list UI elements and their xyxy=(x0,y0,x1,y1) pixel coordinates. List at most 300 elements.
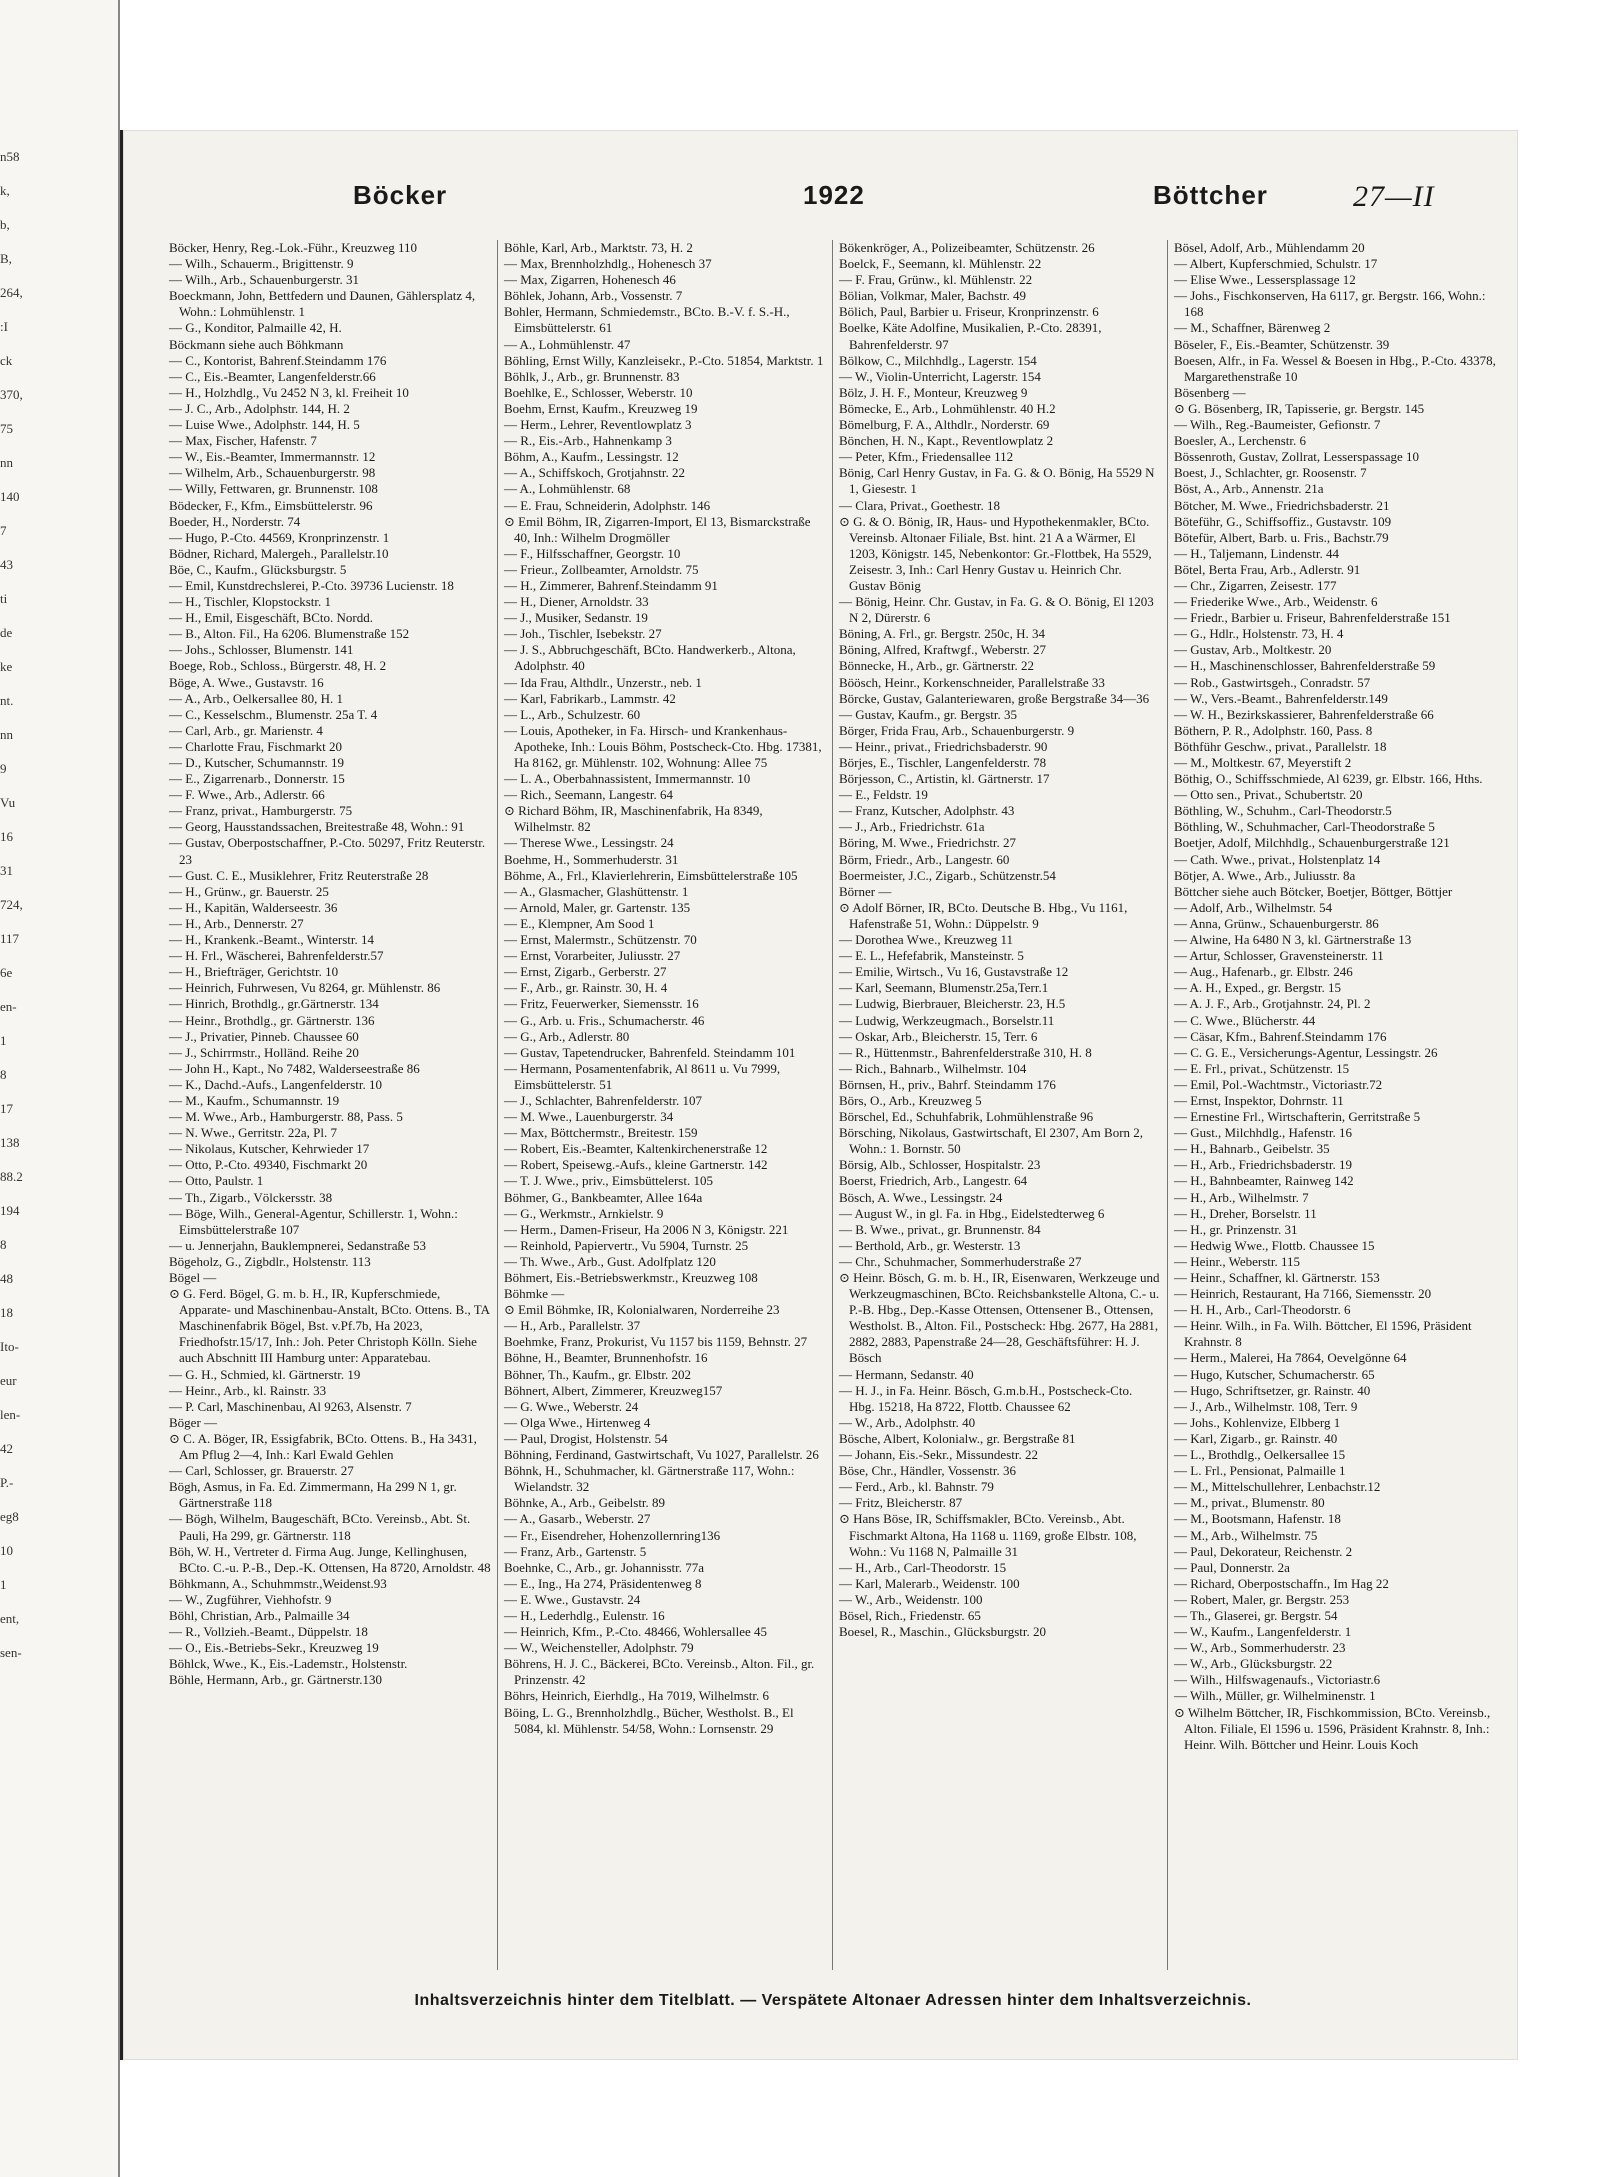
directory-entry: — Hermann, Posamentenfabrik, Al 8611 u. Vu 7999, Eimsbüttelerstr. 51 xyxy=(504,1060,781,1092)
directory-entry: Böring, M. Wwe., Friedrichstr. 27 xyxy=(839,835,1017,851)
directory-entry: — Heinr., Schaffner, kl. Gärtnerstr. 153 xyxy=(1174,1270,1380,1285)
directory-entry: — John H., Kapt., No 7482, Walderseestraße 86 xyxy=(169,1060,420,1076)
directory-page xyxy=(120,130,1518,2060)
directory-entry: — C., Kesselschm., Blumenstr. 25a T. 4 xyxy=(169,706,378,722)
directory-entry: — Charlotte Frau, Fischmarkt 20 xyxy=(169,738,342,754)
directory-entry: — F. Wwe., Arb., Adlerstr. 66 xyxy=(169,787,325,803)
directory-entry: — H., Kapitän, Walderseestr. 36 xyxy=(169,899,338,915)
directory-entry: — Wilh., Reg.-Baumeister, Gefionstr. 7 xyxy=(1174,417,1381,433)
column-2 xyxy=(498,240,833,1970)
directory-entry: Böhrs, Heinrich, Eierhdlg., Ha 7019, Wilhelmstr. 6 xyxy=(504,1688,769,1704)
directory-entry: — M. Wwe., Lauenburgerstr. 34 xyxy=(504,1109,674,1125)
directory-entry: — H., Bahnarb., Geibelstr. 35 xyxy=(1174,1141,1330,1157)
directory-entry: Boesel, R., Maschin., Glücksburgstr. 20 xyxy=(839,1624,1047,1640)
directory-entry: — H., Taljemann, Lindenstr. 44 xyxy=(1174,545,1339,561)
margin-fragment: B, xyxy=(0,251,12,266)
directory-entry: Böttcher siehe auch Bötcker, Boetjer, Böttger, Böttjer xyxy=(1174,883,1453,899)
directory-entry: — Aug., Hafenarb., gr. Elbstr. 246 xyxy=(1174,964,1353,980)
directory-entry: — H., Maschinenschlosser, Bahrenfelderstraße 59 xyxy=(1174,658,1436,674)
directory-entry: Böthig, O., Schiffsschmiede, Al 6239, gr. Elbstr. 166, Hths. xyxy=(1174,771,1483,787)
directory-entry: — M., Kaufm., Schumannstr. 19 xyxy=(169,1092,340,1108)
left-margin-fragments xyxy=(0,140,40,1670)
directory-entry: — Alwine, Ha 6480 N 3, kl. Gärtnerstraße 13 xyxy=(1174,932,1412,948)
directory-entry: — H. J., in Fa. Heinr. Bösch, G.m.b.H., Postscheck-Cto. Hbg. 15218, Ha 8722, Flottb. Chaussee 62 xyxy=(839,1382,1133,1414)
directory-entry: Böseler, F., Eis.-Beamter, Schützenstr. 39 xyxy=(1174,336,1390,352)
directory-entry: — Rich., Bahnarb., Wilhelmstr. 104 xyxy=(839,1060,1027,1076)
directory-entry: — B., Alton. Fil., Ha 6206. Blumenstraße 152 xyxy=(169,626,410,642)
directory-entry: — Karl, Seemann, Blumenstr.25a,Terr.1 xyxy=(839,980,1049,996)
directory-entry: Böhnk, H., Schuhmacher, kl. Gärtnerstraße 117, Wohn.: Wielandstr. 32 xyxy=(504,1463,795,1495)
directory-entry: Böhne, H., Beamter, Brunnenhofstr. 16 xyxy=(504,1350,708,1366)
directory-entry: Börm, Friedr., Arb., Langestr. 60 xyxy=(839,851,1010,867)
directory-entry: Bötjer, A. Wwe., Arb., Juliusstr. 8a xyxy=(1174,867,1356,883)
directory-entry: — A., Arb., Oelkersallee 80, H. 1 xyxy=(169,690,344,706)
directory-entry: Börner — xyxy=(839,883,892,899)
directory-entry: ⊙ Hans Böse, IR, Schiffsmakler, BCto. Vereinsb., Abt. Fischmarkt Altona, Ha 1168 u. 1169, große Elbstr. 108, Wohn.: Vu 1168 N, Palmaille 31 xyxy=(839,1511,1137,1559)
margin-fragment: eur xyxy=(0,1373,17,1388)
margin-fragment: 140 xyxy=(0,489,20,504)
directory-entry: Böteführ, G., Schiffsoffiz., Gustavstr. 109 xyxy=(1174,513,1392,529)
margin-fragment: 17 xyxy=(0,1101,13,1116)
directory-entry: — Herm., Damen-Friseur, Ha 2006 N 3, Königstr. 221 xyxy=(504,1221,789,1237)
directory-entry: — Fr., Eisendreher, Hohenzollernring136 xyxy=(504,1527,721,1543)
header-last-entry: Böttcher xyxy=(1153,180,1268,210)
directory-entry: Böhle, Karl, Arb., Marktstr. 73, H. 2 xyxy=(504,240,693,255)
directory-entry: Boehlke, E., Schlosser, Weberstr. 10 xyxy=(504,384,693,400)
directory-entry: Boeder, H., Norderstr. 74 xyxy=(169,513,301,529)
directory-entry: — M., privat., Blumenstr. 80 xyxy=(1174,1495,1325,1511)
directory-entry: Boelke, Käte Adolfine, Musikalien, P.-Cto. 28391, Bahrenfelderstr. 97 xyxy=(839,320,1102,352)
directory-entry: — Cäsar, Kfm., Bahrenf.Steindamm 176 xyxy=(1174,1028,1387,1044)
directory-entry: Bölkow, C., Milchhdlg., Lagerstr. 154 xyxy=(839,352,1037,368)
directory-entry: — Emil, Pol.-Wachtmstr., Victoriastr.72 xyxy=(1174,1076,1383,1092)
page-footer-note: Inhaltsverzeichnis hinter dem Titelblatt. — Verspätete Altonaer Adressen hinter dem Inhaltsverzeichnis. xyxy=(414,1992,1252,2009)
directory-entry: — Heinr., Weberstr. 115 xyxy=(1174,1253,1301,1269)
directory-entry: — H., Briefträger, Gerichtstr. 10 xyxy=(169,964,339,980)
directory-entry: — H., Emil, Eisgeschäft, BCto. Nordd. xyxy=(169,610,374,626)
directory-entry: — Karl, Fabrikarb., Lammstr. 42 xyxy=(504,690,676,706)
directory-entry: Bösel, Rich., Friedenstr. 65 xyxy=(839,1607,981,1623)
directory-entry: Bösenberg — xyxy=(1174,384,1246,400)
directory-entry: — L. Frl., Pensionat, Palmaille 1 xyxy=(1174,1463,1346,1479)
directory-entry: Böthern, P. R., Adolphstr. 160, Pass. 8 xyxy=(1174,722,1373,738)
margin-fragment: 48 xyxy=(0,1271,13,1286)
directory-entry: Bögel — xyxy=(169,1270,217,1285)
directory-entry: Bösel, Adolf, Arb., Mühlendamm 20 xyxy=(1174,240,1365,255)
directory-entry: — Ernst, Vorarbeiter, Juliusstr. 27 xyxy=(504,948,681,964)
directory-entry: Bölich, Paul, Barbier u. Friseur, Kronprinzenstr. 6 xyxy=(839,304,1099,320)
directory-entry: Börsig, Alb., Schlosser, Hospitalstr. 23 xyxy=(839,1157,1041,1173)
directory-entry: — A. H., Exped., gr. Bergstr. 15 xyxy=(1174,980,1341,996)
directory-entry: — Clara, Privat., Goethestr. 18 xyxy=(839,497,1001,513)
directory-entry: Bölz, J. H. F., Monteur, Kreuzweg 9 xyxy=(839,384,1028,400)
directory-entry: — Frieur., Zollbeamter, Arnoldstr. 75 xyxy=(504,561,699,577)
directory-entry: — J. C., Arb., Adolphstr. 144, H. 2 xyxy=(169,400,350,416)
directory-entry: — F., Hilfsschaffner, Georgstr. 10 xyxy=(504,545,681,561)
directory-entry: — Paul, Dekorateur, Reichenstr. 2 xyxy=(1174,1543,1353,1559)
margin-fragment: Ito- xyxy=(0,1339,19,1354)
directory-entry: Boege, Rob., Schloss., Bürgerstr. 48, H. 2 xyxy=(169,658,387,674)
directory-entry: — M., Mittelschullehrer, Lenbachstr.12 xyxy=(1174,1479,1381,1495)
directory-entry: Böst, A., Arb., Annenstr. 21a xyxy=(1174,481,1324,497)
directory-entry: — Otto sen., Privat., Schubertstr. 20 xyxy=(1174,787,1363,803)
directory-entry: Börnsen, H., priv., Bahrf. Steindamm 176 xyxy=(839,1076,1056,1092)
directory-entry: — H., gr. Prinzenstr. 31 xyxy=(1174,1221,1298,1237)
directory-entry: — B. Wwe., privat., gr. Brunnenstr. 84 xyxy=(839,1221,1041,1237)
directory-entry: — H., Zimmerer, Bahrenf.Steindamm 91 xyxy=(504,577,718,593)
directory-entry: — A., Lohmühlenstr. 68 xyxy=(504,481,631,497)
margin-fragment: 18 xyxy=(0,1305,13,1320)
directory-entry: Böhlk, J., Arb., gr. Brunnenstr. 83 xyxy=(504,368,680,384)
directory-entry: — Th. Wwe., Arb., Gust. Adolfplatz 120 xyxy=(504,1253,716,1269)
directory-entry: ⊙ Richard Böhm, IR, Maschinenfabrik, Ha 8349, Wilhelmstr. 82 xyxy=(504,803,763,835)
directory-entry: Bögh, Asmus, in Fa. Ed. Zimmermann, Ha 299 N 1, gr. Gärtnerstraße 118 xyxy=(169,1479,457,1511)
directory-entry: — Johann, Eis.-Sekr., Missundestr. 22 xyxy=(839,1447,1038,1463)
margin-fragment: :I xyxy=(0,319,8,334)
directory-entry: Böge, A. Wwe., Gustavstr. 16 xyxy=(169,674,324,690)
directory-entry: — Richard, Oberpostschaffn., Im Hag 22 xyxy=(1174,1575,1389,1591)
directory-entry: Boesen, Alfr., in Fa. Wessel & Boesen in Hbg., P.-Cto. 43378, Margarethenstraße 10 xyxy=(1174,352,1496,384)
directory-entry: — Hugo, Kutscher, Schumacherstr. 65 xyxy=(1174,1366,1375,1382)
directory-entry: — Arnold, Maler, gr. Gartenstr. 135 xyxy=(504,899,691,915)
directory-entry: Böthführ Geschw., privat., Parallelstr. 18 xyxy=(1174,738,1387,754)
directory-entry: — G., Arb. u. Fris., Schumacherstr. 46 xyxy=(504,1012,705,1028)
directory-entry: Boehme, H., Sommerhuderstr. 31 xyxy=(504,851,679,867)
directory-entry: — Gustav, Kaufm., gr. Bergstr. 35 xyxy=(839,706,1018,722)
directory-entry: — J., Schlachter, Bahrenfelderstr. 107 xyxy=(504,1092,703,1108)
directory-entry: — K., Dachd.-Aufs., Langenfelderstr. 10 xyxy=(169,1076,382,1092)
directory-entry: — u. Jennerjahn, Bauklempnerei, Sedanstraße 53 xyxy=(169,1237,427,1253)
margin-fragment: 16 xyxy=(0,829,13,844)
directory-entry: — Max, Böttchermstr., Breitestr. 159 xyxy=(504,1125,698,1141)
directory-entry: — Emil, Kunstdrechslerei, P.-Cto. 39736 Lucienstr. 18 xyxy=(169,577,454,593)
directory-entry: — Robert, Eis.-Beamter, Kaltenkirchenerstraße 12 xyxy=(504,1141,768,1157)
directory-entry: — J. S., Abbruchgeschäft, BCto. Handwerkerb., Altona, Adolphstr. 40 xyxy=(504,642,796,674)
margin-fragment: 42 xyxy=(0,1441,13,1456)
directory-entry: — H. Frl., Wäscherei, Bahrenfelderstr.57 xyxy=(169,948,384,964)
directory-entry: Böthling, W., Schuhm., Carl-Theodorstr.5 xyxy=(1174,803,1392,819)
directory-entry: Bötefür, Albert, Barb. u. Fris., Bachstr.79 xyxy=(1174,529,1389,545)
directory-entry: Boesler, A., Lerchenstr. 6 xyxy=(1174,433,1306,449)
margin-fragment: 194 xyxy=(0,1203,20,1218)
directory-entry: — H., Arb., Wilhelmstr. 7 xyxy=(1174,1189,1309,1205)
directory-entry: — M., Bootsmann, Hafenstr. 18 xyxy=(1174,1511,1341,1527)
directory-entry: Bögeholz, G., Zigbdlr., Holstenstr. 113 xyxy=(169,1253,371,1269)
directory-entry: ⊙ Wilhelm Böttcher, IR, Fischkommission, BCto. Vereinsb., Alton. Filiale, El 1596 u. 1596, Präsident Krahnstr. 8, Inh.: Heinr. Wilh. Böttcher und Heinr. Louis Koch xyxy=(1174,1704,1491,1752)
directory-entry: — F., Arb., gr. Rainstr. 30, H. 4 xyxy=(504,980,668,996)
margin-fragment: 1 xyxy=(0,1033,7,1048)
directory-entry: ⊙ G. Ferd. Bögel, G. m. b. H., IR, Kupferschmiede, Apparate- und Maschinenbau-Anstalt, BCto. Ottens. B., TA Maschinenfabrik Bögel, Bst. v.Pf.7b, Ha 2023, Friedhofstr.15/17, Inh.: Joh. Peter Christoph Kölln. Siehe auch Abschnitt III Hamburg unter: Apparatebau. xyxy=(169,1286,490,1366)
margin-fragment: ke xyxy=(0,659,13,674)
directory-columns xyxy=(163,240,1503,1970)
directory-entry: ⊙ Emil Böhm, IR, Zigarren-Import, El 13, Bismarckstraße 40, Inh.: Wilhelm Drogmöller xyxy=(504,513,811,545)
directory-entry: — H., Arb., Dennerstr. 27 xyxy=(169,915,304,931)
column-3 xyxy=(833,240,1168,1970)
directory-entry: — Georg, Hausstandssachen, Breitestraße 48, Wohn.: 91 xyxy=(169,819,465,835)
directory-entry: — Peter, Kfm., Friedensallee 112 xyxy=(839,449,1014,465)
directory-entry: — Bögh, Wilhelm, Baugeschäft, BCto. Vereinsb., Abt. St. Pauli, Ha 299, gr. Gärtnerstr. 118 xyxy=(169,1511,471,1543)
directory-entry: — T. J. Wwe., priv., Eimsbüttelerst. 105 xyxy=(504,1173,713,1189)
directory-entry: — J., Arb., Wilhelmstr. 108, Terr. 9 xyxy=(1174,1398,1358,1414)
directory-entry: — W., Arb., Glücksburgstr. 22 xyxy=(1174,1656,1333,1672)
directory-entry: Böhl, Christian, Arb., Palmaille 34 xyxy=(169,1607,350,1623)
directory-entry: — Gust. C. E., Musiklehrer, Fritz Reuterstraße 28 xyxy=(169,867,429,883)
directory-entry: — H., Lederhdlg., Eulenstr. 16 xyxy=(504,1607,665,1623)
directory-entry: ⊙ Adolf Börner, IR, BCto. Deutsche B. Hbg., Vu 1161, Hafenstraße 51, Wohn.: Düppelstr. 9 xyxy=(839,899,1128,931)
directory-entry: ⊙ G. Bösenberg, IR, Tapisserie, gr. Bergstr. 145 xyxy=(1174,400,1425,416)
left-page-binding xyxy=(0,0,120,2177)
directory-entry: — L., Arb., Schulzestr. 60 xyxy=(504,706,641,722)
directory-entry: Bötel, Berta Frau, Arb., Adlerstr. 91 xyxy=(1174,561,1361,577)
directory-entry: — Heinr., privat., Friedrichsbaderstr. 90 xyxy=(839,738,1048,754)
directory-entry: — H., Tischler, Klopstockstr. 1 xyxy=(169,594,331,610)
directory-entry: Böhlck, Wwe., K., Eis.-Lademstr., Holstenstr. xyxy=(169,1656,408,1672)
directory-entry: — Otto, P.-Cto. 49340, Fischmarkt 20 xyxy=(169,1157,368,1173)
margin-fragment: k, xyxy=(0,183,10,198)
directory-entry: — H., Grünw., gr. Bauerstr. 25 xyxy=(169,883,329,899)
directory-entry: Böhm, A., Kaufm., Lessingstr. 12 xyxy=(504,449,679,465)
directory-entry: — Heinrich, Restaurant, Ha 7166, Siemensstr. 20 xyxy=(1174,1286,1432,1302)
directory-entry: — Dorothea Wwe., Kreuzweg 11 xyxy=(839,932,1013,948)
directory-entry: — Reinhold, Papiervertr., Vu 5904, Turnstr. 25 xyxy=(504,1237,749,1253)
directory-entry: — Gustav, Arb., Moltkestr. 20 xyxy=(1174,642,1332,658)
directory-entry: — E. Frau, Schneiderin, Adolphstr. 146 xyxy=(504,497,711,513)
directory-entry: Bölian, Volkmar, Maler, Bachstr. 49 xyxy=(839,288,1026,304)
directory-entry: — H. H., Arb., Carl-Theodorstr. 6 xyxy=(1174,1302,1351,1318)
directory-entry: — Ferd., Arb., kl. Bahnstr. 79 xyxy=(839,1479,994,1495)
directory-entry: — H., Holzhdlg., Vu 2452 N 3, kl. Freiheit 10 xyxy=(169,384,409,400)
directory-entry: — Fritz, Bleicherstr. 87 xyxy=(839,1495,963,1511)
directory-entry: — August W., in gl. Fa. in Hbg., Eidelstedterweg 6 xyxy=(839,1205,1105,1221)
directory-entry: — Böge, Wilh., General-Agentur, Schillerstr. 1, Wohn.: Eimsbüttelerstraße 107 xyxy=(169,1205,458,1237)
directory-entry: — Hugo, P.-Cto. 44569, Kronprinzenstr. 1 xyxy=(169,529,390,545)
margin-fragment: en- xyxy=(0,999,17,1014)
margin-fragment: 370, xyxy=(0,387,23,402)
directory-entry: — Franz, Kutscher, Adolphstr. 43 xyxy=(839,803,1015,819)
directory-entry: — Wilh., Müller, gr. Wilhelminenstr. 1 xyxy=(1174,1688,1376,1704)
directory-entry: — A., Lohmühlenstr. 47 xyxy=(504,336,631,352)
directory-entry: — Adolf, Arb., Wilhelmstr. 54 xyxy=(1174,899,1333,915)
directory-entry: — R., Hüttenmstr., Bahrenfelderstraße 310, H. 8 xyxy=(839,1044,1092,1060)
header-page-number: 27—II xyxy=(1353,180,1435,213)
directory-entry: — C. G. E., Versicherungs-Agentur, Lessingstr. 26 xyxy=(1174,1044,1438,1060)
directory-entry: — Robert, Maler, gr. Bergstr. 253 xyxy=(1174,1591,1350,1607)
directory-entry: Böning, Alfred, Kraftwgf., Weberstr. 27 xyxy=(839,642,1047,658)
header-first-entry: Böcker xyxy=(353,180,448,210)
directory-entry: — Ernestine Frl., Wirtschafterin, Gerritstraße 5 xyxy=(1174,1109,1421,1125)
directory-entry: — W., Weichensteller, Adolphstr. 79 xyxy=(504,1640,694,1656)
directory-entry: — F. Frau, Grünw., kl. Mühlenstr. 22 xyxy=(839,272,1033,288)
directory-entry: — G., Arb., Adlerstr. 80 xyxy=(504,1028,630,1044)
directory-entry: — G., Hdlr., Holstenstr. 73, H. 4 xyxy=(1174,626,1344,642)
directory-entry: — G. Wwe., Weberstr. 24 xyxy=(504,1398,639,1414)
directory-entry: — Cath. Wwe., privat., Holstenplatz 14 xyxy=(1174,851,1381,867)
margin-fragment: 724, xyxy=(0,897,23,912)
directory-entry: — Hermann, Sedanstr. 40 xyxy=(839,1366,974,1382)
directory-entry: — Rich., Seemann, Langestr. 64 xyxy=(504,787,673,803)
margin-fragment: 1 xyxy=(0,1577,7,1592)
directory-entry: — M., Moltkestr. 67, Meyerstift 2 xyxy=(1174,755,1352,770)
margin-fragment: ck xyxy=(0,353,13,368)
directory-entry: — O., Eis.-Betriebs-Sekr., Kreuzweg 19 xyxy=(169,1640,379,1656)
directory-entry: Böthling, W., Schuhmacher, Carl-Theodorstraße 5 xyxy=(1174,819,1435,835)
directory-entry: — Ernst, Inspektor, Dohrnstr. 11 xyxy=(1174,1092,1344,1108)
directory-entry: — Luise Wwe., Adolphstr. 144, H. 5 xyxy=(169,417,360,433)
directory-entry: — C., Kontorist, Bahrenf.Steindamm 176 xyxy=(169,352,387,368)
directory-entry: — H., Dreher, Borselstr. 11 xyxy=(1174,1205,1317,1221)
directory-entry: — G. H., Schmied, kl. Gärtnerstr. 19 xyxy=(169,1366,361,1382)
directory-entry: — E., Ing., Ha 274, Präsidentenweg 8 xyxy=(504,1575,702,1591)
directory-entry: — Johs., Schlosser, Blumenstr. 141 xyxy=(169,642,354,658)
directory-entry: — Bönig, Heinr. Chr. Gustav, in Fa. G. & O. Bönig, El 1203 N 2, Dürerstr. 6 xyxy=(839,594,1154,626)
directory-entry: — Wilh., Arb., Schauenburgerstr. 31 xyxy=(169,272,360,288)
directory-entry: Böse, Chr., Händler, Vossenstr. 36 xyxy=(839,1463,1017,1479)
directory-entry: — J., Privatier, Pinneb. Chaussee 60 xyxy=(169,1028,359,1044)
directory-entry: Bösche, Albert, Kolonialw., gr. Bergstraße 81 xyxy=(839,1430,1076,1446)
directory-entry: Böhme, A., Frl., Klavierlehrerin, Eimsbüttelerstraße 105 xyxy=(504,867,798,883)
directory-entry: — Robert, Speisewg.-Aufs., kleine Gartnerstr. 142 xyxy=(504,1157,768,1173)
margin-fragment: 6e xyxy=(0,965,13,980)
directory-entry: — Nikolaus, Kutscher, Kehrwieder 17 xyxy=(169,1141,370,1157)
directory-entry: Böhmer, G., Bankbeamter, Allee 164a xyxy=(504,1189,703,1205)
directory-entry: — Franz, Arb., Gartenstr. 5 xyxy=(504,1543,647,1559)
directory-entry: Böhner, Th., Kaufm., gr. Elbstr. 202 xyxy=(504,1366,692,1382)
directory-entry: — W., Eis.-Beamter, Immermannstr. 12 xyxy=(169,449,376,465)
directory-entry: — H., Krankenk.-Beamt., Winterstr. 14 xyxy=(169,932,375,948)
margin-fragment: nn xyxy=(0,727,13,742)
directory-entry: — Wilhelm, Arb., Schauenburgerstr. 98 xyxy=(169,465,376,481)
directory-entry: — L., Brothdlg., Oelkersallee 15 xyxy=(1174,1447,1346,1463)
directory-entry: — W., Vers.-Beamt., Bahrenfelderstr.149 xyxy=(1174,690,1388,706)
directory-entry: Boehnke, C., Arb., gr. Johannisstr. 77a xyxy=(504,1559,705,1575)
margin-fragment: eg8 xyxy=(0,1509,19,1524)
directory-entry: Boehmke, Franz, Prokurist, Vu 1157 bis 1159, Behnstr. 27 xyxy=(504,1334,808,1350)
directory-entry: — E. Wwe., Gustavstr. 24 xyxy=(504,1591,641,1607)
directory-entry: Börjesson, C., Artistin, kl. Gärtnerstr. 17 xyxy=(839,771,1050,787)
directory-entry: — J., Arb., Friedrichstr. 61a xyxy=(839,819,985,835)
directory-entry: — J., Schirrmstr., Holländ. Reihe 20 xyxy=(169,1044,359,1060)
header-year: 1922 xyxy=(803,180,865,210)
directory-entry: — H., Arb., Parallelstr. 37 xyxy=(504,1318,641,1334)
margin-fragment: 8 xyxy=(0,1237,7,1252)
directory-entry: — E. L., Hefefabrik, Mansteinstr. 5 xyxy=(839,948,1024,964)
directory-entry: — Heinr., Brothdlg., gr. Gärtnerstr. 136 xyxy=(169,1012,375,1028)
margin-fragment: 10 xyxy=(0,1543,13,1558)
directory-entry: — G., Konditor, Palmaille 42, H. xyxy=(169,320,342,336)
directory-entry: Boerst, Friedrich, Arb., Langestr. 64 xyxy=(839,1173,1028,1189)
directory-entry: Böhmert, Eis.-Betriebswerkmstr., Kreuzweg 108 xyxy=(504,1270,758,1285)
directory-entry: Boetjer, Adolf, Milchhdlg., Schauenburgerstraße 121 xyxy=(1174,835,1450,851)
directory-entry: — W., Zugführer, Viehhofstr. 9 xyxy=(169,1591,332,1607)
directory-entry: — M., Schaffner, Bärenweg 2 xyxy=(1174,320,1331,336)
directory-entry: Börcke, Gustav, Galanteriewaren, große Bergstraße 34—36 xyxy=(839,690,1150,706)
margin-fragment: nt. xyxy=(0,693,14,708)
directory-entry: — A., Schiffskoch, Grotjahnstr. 22 xyxy=(504,465,686,481)
directory-entry: Böckmann siehe auch Böhkmann xyxy=(169,336,344,352)
directory-entry: Böhnke, A., Arb., Geibelstr. 89 xyxy=(504,1495,666,1511)
margin-fragment: 43 xyxy=(0,557,13,572)
directory-entry: — Gustav, Tapetendrucker, Bahrenfeld. Steindamm 101 xyxy=(504,1044,796,1060)
directory-entry: — Louis, Apotheker, in Fa. Hirsch- und Krankenhaus-Apotheke, Inh.: Louis Böhm, Postscheck-Cto. Hbg. 17381, Ha 8162, gr. Mühlenstr. 102, Wohnung: Allee 75 xyxy=(504,722,822,770)
margin-fragment: len- xyxy=(0,1407,21,1422)
directory-entry: — Heinrich, Fuhrwesen, Vu 8264, gr. Mühlenstr. 86 xyxy=(169,980,441,996)
directory-entry: — Heinr., Arb., kl. Rainstr. 33 xyxy=(169,1382,327,1398)
directory-entry: — Friedr., Barbier u. Friseur, Bahrenfelderstraße 151 xyxy=(1174,610,1451,626)
directory-entry: Börger, Frida Frau, Arb., Schauenburgerstr. 9 xyxy=(839,722,1075,738)
margin-fragment: 88.2 xyxy=(0,1169,23,1184)
directory-entry: Böhmke — xyxy=(504,1286,565,1302)
directory-entry: — C., Eis.-Beamter, Langenfelderstr.66 xyxy=(169,368,376,384)
directory-entry: Böhrens, H. J. C., Bäckerei, BCto. Vereinsb., Alton. Fil., gr. Prinzenstr. 42 xyxy=(504,1656,815,1688)
directory-entry: Böing, L. G., Brennholzhdlg., Bücher, Westholst. B., El 5084, kl. Mühlenstr. 54/58, Wohn.: Lornsenstr. 29 xyxy=(504,1704,794,1736)
directory-entry: — Hinrich, Brothdlg., gr.Gärtnerstr. 134 xyxy=(169,996,379,1012)
directory-entry: — Otto, Paulstr. 1 xyxy=(169,1173,264,1189)
directory-entry: — E., Feldstr. 19 xyxy=(839,787,928,803)
directory-entry: — Heinr. Wilh., in Fa. Wilh. Böttcher, El 1596, Präsident Krahnstr. 8 xyxy=(1174,1318,1472,1350)
directory-entry: Böösch, Heinr., Korkenschneider, Parallelstraße 33 xyxy=(839,674,1105,690)
margin-fragment: sen- xyxy=(0,1645,22,1660)
directory-entry: Böhning, Ferdinand, Gastwirtschaft, Vu 1027, Parallelstr. 26 xyxy=(504,1447,819,1463)
directory-entry: — Th., Glaserei, gr. Bergstr. 54 xyxy=(1174,1607,1338,1623)
directory-entry: Bönig, Carl Henry Gustav, in Fa. G. & O. Bönig, Ha 5529 N 1, Giesestr. 1 xyxy=(839,465,1155,497)
directory-entry: — Herm., Lehrer, Reventlowplatz 3 xyxy=(504,417,692,433)
margin-fragment: P.- xyxy=(0,1475,14,1490)
directory-entry: — Chr., Zigarren, Zeisestr. 177 xyxy=(1174,577,1337,593)
directory-entry: — Gustav, Oberpostschaffner, P.-Cto. 50297, Fritz Reuterstr. 23 xyxy=(169,835,486,867)
directory-entry: — Therese Wwe., Lessingstr. 24 xyxy=(504,835,674,851)
directory-entry: — Hedwig Wwe., Flottb. Chaussee 15 xyxy=(1174,1237,1375,1253)
directory-entry: Böger — xyxy=(169,1414,218,1430)
margin-fragment: ent, xyxy=(0,1611,20,1626)
directory-entry: — N. Wwe., Gerritstr. 22a, Pl. 7 xyxy=(169,1125,338,1141)
directory-entry: — Albert, Kupferschmied, Schulstr. 17 xyxy=(1174,256,1378,272)
directory-entry: — Ernst, Zigarb., Gerberstr. 27 xyxy=(504,964,667,980)
directory-entry: — Artur, Schlosser, Gravensteinerstr. 11 xyxy=(1174,948,1384,964)
directory-entry: Böhling, Ernst Willy, Kanzleisekr., P.-Cto. 51854, Marktstr. 1 xyxy=(504,352,824,368)
directory-entry: — Johs., Kohlenvize, Elbberg 1 xyxy=(1174,1414,1341,1430)
directory-entry: ⊙ Emil Böhmke, IR, Kolonialwaren, Norderreihe 23 xyxy=(504,1302,780,1318)
directory-entry: — W., Arb., Weidenstr. 100 xyxy=(839,1591,983,1607)
directory-entry: — R., Eis.-Arb., Hahnenkamp 3 xyxy=(504,433,672,449)
directory-entry: — Paul, Donnerstr. 2a xyxy=(1174,1559,1290,1575)
margin-fragment: n58 xyxy=(0,149,20,164)
directory-entry: — Carl, Arb., gr. Marienstr. 4 xyxy=(169,722,323,738)
directory-entry: — H., Arb., Friedrichsbaderstr. 19 xyxy=(1174,1157,1353,1173)
margin-fragment: nn xyxy=(0,455,13,470)
directory-entry: — Gust., Milchhdlg., Hafenstr. 16 xyxy=(1174,1125,1353,1141)
directory-entry: — R., Vollzieh.-Beamt., Düppelstr. 18 xyxy=(169,1624,368,1640)
directory-entry: — Johs., Fischkonserven, Ha 6117, gr. Bergstr. 166, Wohn.: 168 xyxy=(1174,288,1486,320)
directory-entry: — Paul, Drogist, Holstenstr. 54 xyxy=(504,1430,668,1446)
directory-entry: — Max, Fischer, Hafenstr. 7 xyxy=(169,433,317,449)
directory-entry: — M. Wwe., Arb., Hamburgerstr. 88, Pass. 5 xyxy=(169,1109,403,1125)
column-1 xyxy=(163,240,498,1970)
directory-entry: Boehm, Ernst, Kaufm., Kreuzweg 19 xyxy=(504,400,698,416)
directory-entry: Börschel, Ed., Schuhfabrik, Lohmühlenstraße 96 xyxy=(839,1109,1094,1125)
directory-entry: Bömecke, E., Arb., Lohmühlenstr. 40 H.2 xyxy=(839,400,1056,416)
directory-entry: — Herm., Malerei, Ha 7864, Oevelgönne 64 xyxy=(1174,1350,1407,1366)
directory-entry: — Heinrich, Kfm., P.-Cto. 48466, Wohlersallee 45 xyxy=(504,1624,768,1640)
directory-entry: Böhkmann, A., Schuhmmstr.,Weidenst.93 xyxy=(169,1575,387,1591)
directory-entry: — Fritz, Feuerwerker, Siemensstr. 16 xyxy=(504,996,699,1012)
directory-entry: — D., Kutscher, Schumannstr. 19 xyxy=(169,755,344,770)
directory-entry: — Franz, privat., Hamburgerstr. 75 xyxy=(169,803,353,819)
margin-fragment: 7 xyxy=(0,523,7,538)
directory-entry: ⊙ Heinr. Bösch, G. m. b. H., IR, Eisenwaren, Werkzeuge und Werkzeugmaschinen, BCto. Reichsbankstelle Altona, C.- u. P.-B. Hbg., Dep.-Kasse Ottensen, Ottensener B., Ottensen, Westholst. B., Alton. Fil., Postscheck: Hbg. 2677, Ha 2881, 2882, 2883, Papenstraße 24—28, Geschäftsführer: H. J. Bösch xyxy=(839,1270,1160,1366)
directory-entry: — A., Glasmacher, Glashüttenstr. 1 xyxy=(504,883,689,899)
directory-entry: Böhlek, Johann, Arb., Vossenstr. 7 xyxy=(504,288,683,304)
directory-entry: — L. A., Oberbahnassistent, Immermannstr. 10 xyxy=(504,771,751,787)
